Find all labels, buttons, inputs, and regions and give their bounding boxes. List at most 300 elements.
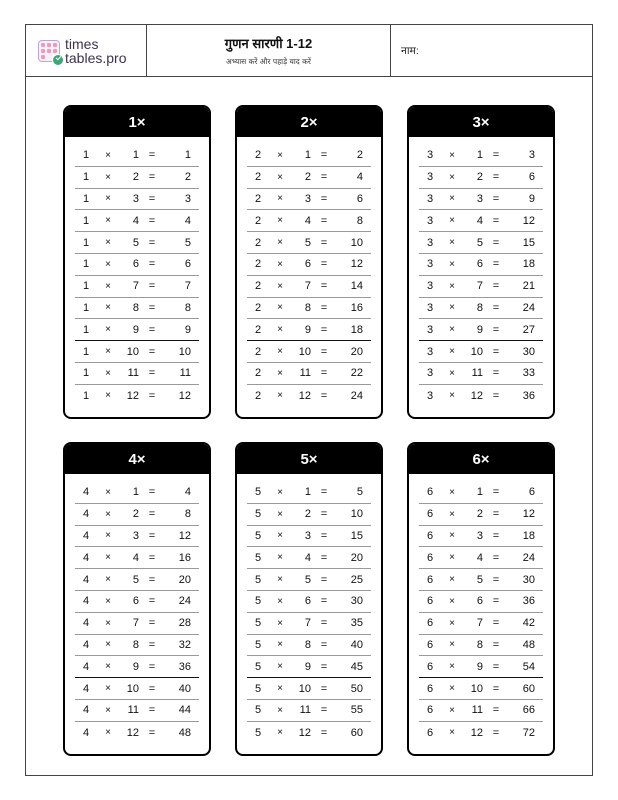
equals-symbol: = (492, 192, 500, 205)
product: 12 (178, 529, 191, 542)
table-card-1 (63, 105, 211, 419)
table-row (247, 504, 371, 526)
times-symbol: × (105, 193, 111, 205)
times-symbol: × (449, 258, 455, 270)
table-row (419, 482, 543, 504)
multiplicand: 3 (426, 171, 434, 184)
equals-symbol: = (492, 551, 500, 564)
table-card-6 (407, 442, 555, 756)
product: 4 (356, 171, 363, 184)
equals-symbol: = (148, 595, 156, 608)
table-card-4 (63, 442, 211, 756)
times-symbol: × (277, 530, 283, 542)
equals-symbol: = (320, 192, 328, 205)
table-row (419, 678, 543, 700)
times-symbol: × (277, 727, 283, 739)
product: 24 (522, 551, 535, 564)
table-row (75, 145, 199, 167)
multiplier: 7 (476, 280, 483, 293)
equals-symbol: = (492, 345, 500, 358)
product: 33 (522, 367, 535, 380)
times-symbol: × (105, 171, 111, 183)
table-row (247, 569, 371, 591)
multiplier: 12 (126, 389, 139, 402)
product: 12 (350, 258, 363, 271)
multiplier: 9 (476, 323, 483, 336)
multiplier: 1 (476, 486, 483, 499)
multiplicand: 5 (254, 660, 262, 673)
product: 7 (184, 280, 191, 293)
product: 8 (184, 301, 191, 314)
times-symbol: × (449, 215, 455, 227)
table-row (247, 635, 371, 657)
multiplier: 12 (298, 389, 311, 402)
multiplier: 4 (132, 551, 139, 564)
equals-symbol: = (148, 508, 156, 521)
table-row (247, 210, 371, 232)
product: 18 (522, 529, 535, 542)
times-symbol: × (105, 704, 111, 716)
multiplicand: 2 (254, 236, 262, 249)
multiplier: 8 (132, 638, 139, 651)
product: 9 (528, 192, 535, 205)
table-row (419, 298, 543, 320)
product: 10 (350, 236, 363, 249)
table-row (247, 385, 371, 407)
equals-symbol: = (320, 389, 328, 402)
equals-symbol: = (320, 508, 328, 521)
times-symbol: × (105, 302, 111, 314)
table-row (247, 232, 371, 254)
multiplicand: 3 (426, 323, 434, 336)
product: 30 (522, 345, 535, 358)
product: 48 (522, 638, 535, 651)
equals-symbol: = (148, 617, 156, 630)
multiplier: 8 (476, 638, 483, 651)
table-row (247, 363, 371, 385)
multiplier: 9 (476, 660, 483, 673)
equals-symbol: = (492, 529, 500, 542)
multiplicand: 2 (254, 389, 262, 402)
table-row (247, 319, 371, 341)
table-card-2 (235, 105, 383, 419)
equals-symbol: = (492, 726, 500, 739)
table-card-5 (235, 442, 383, 756)
product: 48 (178, 726, 191, 739)
multiplier: 5 (304, 236, 311, 249)
multiplier: 10 (470, 345, 483, 358)
multiplicand: 5 (254, 595, 262, 608)
times-symbol: × (449, 280, 455, 292)
equals-symbol: = (492, 617, 500, 630)
multiplicand: 6 (426, 682, 434, 695)
times-symbol: × (277, 683, 283, 695)
equals-symbol: = (492, 573, 500, 586)
equals-symbol: = (320, 301, 328, 314)
multiplier: 1 (132, 486, 139, 499)
product: 60 (350, 726, 363, 739)
equals-symbol: = (320, 258, 328, 271)
table-row (419, 254, 543, 276)
table-row (419, 700, 543, 722)
multiplicand: 6 (426, 660, 434, 673)
table-card-title: 5× (237, 444, 381, 474)
equals-symbol: = (148, 704, 156, 717)
product: 22 (350, 367, 363, 380)
product: 54 (522, 660, 535, 673)
equals-symbol: = (492, 171, 500, 184)
table-row (419, 547, 543, 569)
equals-symbol: = (492, 149, 500, 162)
product: 9 (184, 323, 191, 336)
equals-symbol: = (492, 214, 500, 227)
worksheet-header (26, 25, 592, 77)
multiplicand: 5 (254, 617, 262, 630)
table-row (75, 341, 199, 363)
multiplier: 10 (470, 682, 483, 695)
equals-symbol: = (148, 551, 156, 564)
multiplier: 3 (476, 529, 483, 542)
multiplier: 4 (304, 214, 311, 227)
multiplier: 11 (127, 704, 139, 717)
table-row (419, 385, 543, 407)
multiplicand: 1 (82, 367, 90, 380)
page-title: गुणन सारणी 1-12 (224, 36, 313, 51)
logo-line2: tables.pro (65, 49, 127, 66)
times-symbol: × (449, 574, 455, 586)
equals-symbol: = (320, 171, 328, 184)
multiplier: 11 (299, 704, 311, 717)
product: 35 (350, 617, 363, 630)
product: 50 (350, 682, 363, 695)
table-row (247, 656, 371, 678)
table-row (75, 298, 199, 320)
times-symbol: × (105, 280, 111, 292)
multiplicand: 2 (254, 301, 262, 314)
product: 8 (184, 508, 191, 521)
table-row (247, 591, 371, 613)
multiplicand: 6 (426, 726, 434, 739)
multiplier: 11 (471, 704, 483, 717)
product: 44 (178, 704, 191, 717)
multiplier: 4 (476, 214, 483, 227)
multiplier: 2 (304, 171, 311, 184)
multiplicand: 5 (254, 551, 262, 564)
equals-symbol: = (492, 704, 500, 717)
multiplicand: 2 (254, 258, 262, 271)
product: 8 (356, 214, 363, 227)
multiplier: 10 (126, 682, 139, 695)
times-symbol: × (277, 302, 283, 314)
multiplier: 1 (132, 149, 139, 162)
times-symbol: × (277, 704, 283, 716)
times-symbol: × (105, 617, 111, 629)
equals-symbol: = (492, 367, 500, 380)
multiplier: 8 (304, 638, 311, 651)
multiplier: 8 (304, 301, 311, 314)
multiplier: 10 (126, 345, 139, 358)
times-symbol: × (105, 574, 111, 586)
table-row (247, 189, 371, 211)
table-card-title: 1× (65, 107, 209, 137)
times-symbol: × (449, 237, 455, 249)
times-symbol: × (277, 486, 283, 498)
times-symbol: × (449, 508, 455, 520)
times-symbol: × (449, 171, 455, 183)
times-symbol: × (449, 530, 455, 542)
multiplicand: 2 (254, 345, 262, 358)
multiplier: 12 (126, 726, 139, 739)
product: 36 (522, 595, 535, 608)
multiplicand: 5 (254, 726, 262, 739)
multiplicand: 6 (426, 573, 434, 586)
product: 20 (350, 345, 363, 358)
table-row (247, 678, 371, 700)
times-symbol: × (277, 574, 283, 586)
table-row (419, 341, 543, 363)
name-cell (391, 25, 592, 76)
equals-symbol: = (320, 551, 328, 564)
times-symbol: × (449, 367, 455, 379)
times-symbol: × (277, 237, 283, 249)
times-symbol: × (105, 639, 111, 651)
times-symbol: × (277, 508, 283, 520)
calendar-check-icon (38, 40, 60, 62)
multiplier: 2 (132, 171, 139, 184)
multiplicand: 3 (426, 280, 434, 293)
times-symbol: × (105, 215, 111, 227)
multiplier: 6 (132, 595, 139, 608)
times-symbol: × (449, 661, 455, 673)
product: 66 (522, 704, 535, 717)
times-symbol: × (277, 595, 283, 607)
equals-symbol: = (320, 323, 328, 336)
multiplier: 7 (132, 617, 139, 630)
times-symbol: × (277, 390, 283, 402)
times-symbol: × (277, 171, 283, 183)
multiplier: 11 (299, 367, 311, 380)
equals-symbol: = (492, 682, 500, 695)
multiplier: 11 (127, 367, 139, 380)
table-rows (237, 474, 381, 744)
table-row (419, 656, 543, 678)
multiplicand: 6 (426, 617, 434, 630)
product: 36 (522, 389, 535, 402)
times-symbol: × (277, 639, 283, 651)
table-row (247, 276, 371, 298)
product: 20 (350, 551, 363, 564)
times-symbol: × (277, 258, 283, 270)
equals-symbol: = (320, 617, 328, 630)
equals-symbol: = (148, 726, 156, 739)
product: 36 (178, 660, 191, 673)
product: 24 (522, 301, 535, 314)
table-row (419, 591, 543, 613)
equals-symbol: = (148, 149, 156, 162)
multiplicand: 4 (82, 617, 90, 630)
equals-symbol: = (148, 280, 156, 293)
multiplier: 12 (470, 389, 483, 402)
multiplicand: 1 (82, 301, 90, 314)
product: 12 (522, 214, 535, 227)
table-card-title: 3× (409, 107, 553, 137)
product: 4 (184, 486, 191, 499)
multiplier: 11 (471, 367, 483, 380)
product: 1 (184, 149, 191, 162)
times-symbol: × (105, 552, 111, 564)
product: 3 (184, 192, 191, 205)
product: 18 (350, 323, 363, 336)
multiplier: 8 (132, 301, 139, 314)
equals-symbol: = (492, 595, 500, 608)
table-card-3 (407, 105, 555, 419)
table-row (247, 526, 371, 548)
multiplier: 8 (476, 301, 483, 314)
equals-symbol: = (320, 529, 328, 542)
equals-symbol: = (320, 726, 328, 739)
multiplicand: 3 (426, 214, 434, 227)
times-symbol: × (105, 367, 111, 379)
equals-symbol: = (148, 367, 156, 380)
equals-symbol: = (320, 236, 328, 249)
equals-symbol: = (148, 660, 156, 673)
equals-symbol: = (492, 486, 500, 499)
equals-symbol: = (148, 486, 156, 499)
times-symbol: × (277, 617, 283, 629)
times-symbol: × (105, 530, 111, 542)
logo (26, 25, 147, 76)
page-subtitle: अभ्यास करें और पहाड़े याद करें (226, 57, 311, 66)
product: 32 (178, 638, 191, 651)
multiplier: 6 (304, 595, 311, 608)
table-row (75, 613, 199, 635)
table-row (75, 254, 199, 276)
times-symbol: × (449, 639, 455, 651)
product: 2 (184, 171, 191, 184)
table-rows (409, 474, 553, 744)
table-row (247, 722, 371, 744)
product: 5 (184, 236, 191, 249)
times-symbol: × (449, 346, 455, 358)
multiplier: 6 (132, 258, 139, 271)
table-row (247, 547, 371, 569)
table-row (75, 167, 199, 189)
equals-symbol: = (148, 192, 156, 205)
times-symbol: × (105, 324, 111, 336)
product: 10 (350, 508, 363, 521)
multiplicand: 5 (254, 573, 262, 586)
multiplicand: 5 (254, 486, 262, 499)
table-row (419, 635, 543, 657)
table-row (247, 167, 371, 189)
table-row (75, 482, 199, 504)
multiplicand: 1 (82, 236, 90, 249)
multiplicand: 1 (82, 280, 90, 293)
multiplier: 1 (476, 149, 483, 162)
equals-symbol: = (492, 323, 500, 336)
equals-symbol: = (320, 660, 328, 673)
table-row (419, 145, 543, 167)
equals-symbol: = (148, 638, 156, 651)
times-symbol: × (449, 552, 455, 564)
product: 12 (522, 508, 535, 521)
product: 15 (350, 529, 363, 542)
product: 40 (350, 638, 363, 651)
multiplicand: 4 (82, 660, 90, 673)
times-symbol: × (449, 486, 455, 498)
product: 25 (350, 573, 363, 586)
name-label: नाम: (401, 44, 419, 57)
equals-symbol: = (148, 573, 156, 586)
multiplicand: 3 (426, 389, 434, 402)
multiplicand: 6 (426, 595, 434, 608)
product: 30 (522, 573, 535, 586)
multiplicand: 6 (426, 551, 434, 564)
multiplier: 2 (476, 171, 483, 184)
table-row (75, 700, 199, 722)
product: 18 (522, 258, 535, 271)
multiplicand: 5 (254, 638, 262, 651)
times-symbol: × (105, 486, 111, 498)
title-cell (147, 25, 391, 76)
product: 42 (522, 617, 535, 630)
times-symbol: × (105, 258, 111, 270)
multiplicand: 3 (426, 258, 434, 271)
times-symbol: × (449, 149, 455, 161)
times-symbol: × (449, 617, 455, 629)
product: 11 (179, 367, 191, 380)
multiplier: 3 (304, 529, 311, 542)
multiplicand: 4 (82, 486, 90, 499)
times-symbol: × (449, 302, 455, 314)
multiplier: 7 (304, 280, 311, 293)
product: 40 (178, 682, 191, 695)
times-symbol: × (449, 390, 455, 402)
equals-symbol: = (148, 214, 156, 227)
table-row (75, 319, 199, 341)
equals-symbol: = (492, 236, 500, 249)
equals-symbol: = (148, 389, 156, 402)
multiplier: 5 (304, 573, 311, 586)
times-symbol: × (449, 324, 455, 336)
times-symbol: × (105, 390, 111, 402)
times-symbol: × (105, 595, 111, 607)
table-rows (409, 137, 553, 407)
product: 28 (178, 617, 191, 630)
table-row (247, 145, 371, 167)
multiplicand: 6 (426, 529, 434, 542)
times-symbol: × (277, 215, 283, 227)
multiplicand: 6 (426, 704, 434, 717)
equals-symbol: = (492, 389, 500, 402)
table-rows (237, 137, 381, 407)
product: 16 (178, 551, 191, 564)
equals-symbol: = (320, 367, 328, 380)
table-row (75, 276, 199, 298)
table-row (419, 504, 543, 526)
multiplier: 6 (476, 258, 483, 271)
table-row (75, 656, 199, 678)
multiplicand: 1 (82, 258, 90, 271)
product: 21 (522, 280, 535, 293)
equals-symbol: = (492, 638, 500, 651)
multiplicand: 5 (254, 682, 262, 695)
multiplicand: 4 (82, 551, 90, 564)
multiplicand: 5 (254, 508, 262, 521)
table-row (419, 167, 543, 189)
times-symbol: × (105, 508, 111, 520)
product: 45 (350, 660, 363, 673)
